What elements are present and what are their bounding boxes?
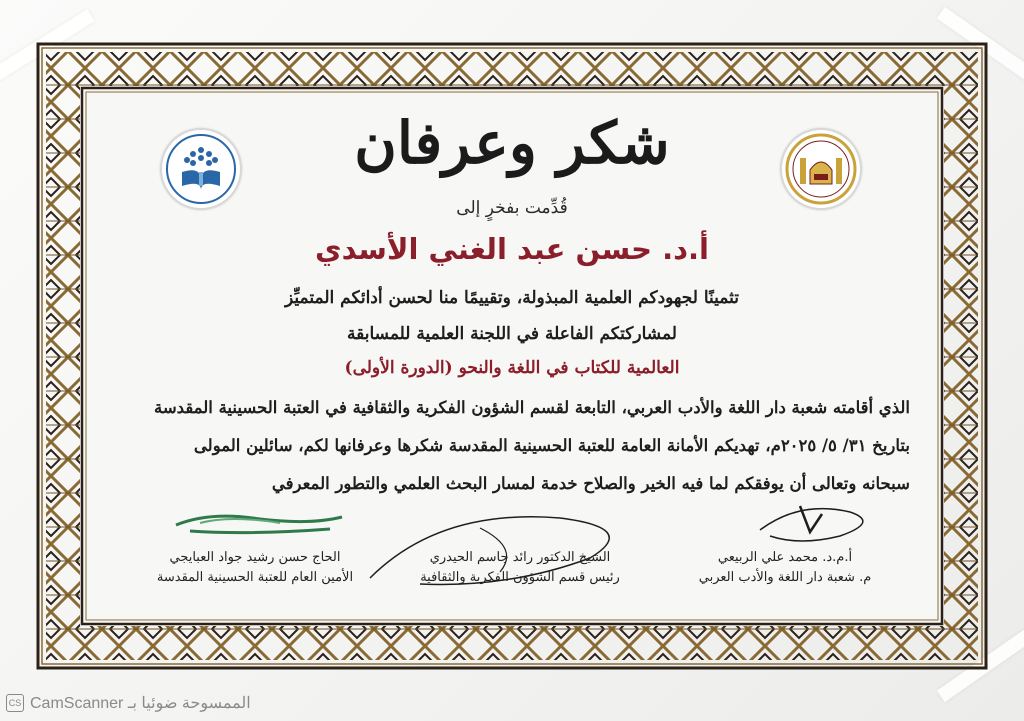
text-line-2: لمشاركتكم الفاعلة في اللجنة العلمية للمسابقة <box>347 324 677 344</box>
camscanner-icon: CS <box>6 694 24 712</box>
scan-footer <box>6 693 251 713</box>
signature-block-right <box>660 548 910 587</box>
text-line-5: بتاريخ ٣١/ ٥/ ٢٠٢٥م، تهديكم الأمانة العامة للعتبة الحسينية المقدسة شكرها وعرفانها لكم، سائلين المولى <box>193 436 910 455</box>
scan-footer-text: الممسوحة ضوئيا بـ CamScanner <box>30 695 251 712</box>
text-line-6: سبحانه وتعالى أن يوفقكم لما فيه الخير والصلاح خدمة لمسار البحث العلمي والتطور المعرفي <box>271 474 910 493</box>
signature-block-left <box>130 548 380 587</box>
certificate-subtitle: قُدِّمت بفخرٍ إلى <box>456 198 568 218</box>
signature-right <box>740 492 890 552</box>
recipient-name: أ.د. حسن عبد الغني الأسدي <box>315 232 709 266</box>
text-line-4: الذي أقامته شعبة دار اللغة والأدب العربي، التابعة لقسم الشؤون الفكرية والثقافية في العتبة الحسينية المقدسة <box>154 398 910 417</box>
signature-green <box>170 505 350 545</box>
signatory-name: الحاج حسن رشيد جواد العبايجي <box>169 550 341 565</box>
signatory-name: أ.م.د. محمد علي الربيعي <box>717 550 853 565</box>
text-line-3: العالمية للكتاب في اللغة والنحو (الدورة الأولى) <box>344 358 680 378</box>
signatory-title: م. شعبة دار اللغة والأدب العربي <box>698 569 872 585</box>
signatory-title: الأمين العام للعتبة الحسينية المقدسة <box>156 569 354 585</box>
signatory-name: الشيخ الدكتور رائد جاسم الحيدري <box>429 550 611 565</box>
text-line-1: تثمينًا لجهودكم العلمية المبذولة، وتقييمًا منا لحسن أدائكم المتميِّز <box>285 288 739 308</box>
signature-block-middle <box>395 548 645 587</box>
certificate-title: شكر وعرفان <box>354 109 670 177</box>
signatory-title: رئيس قسم الشؤون الفكرية والثقافية <box>420 569 620 585</box>
